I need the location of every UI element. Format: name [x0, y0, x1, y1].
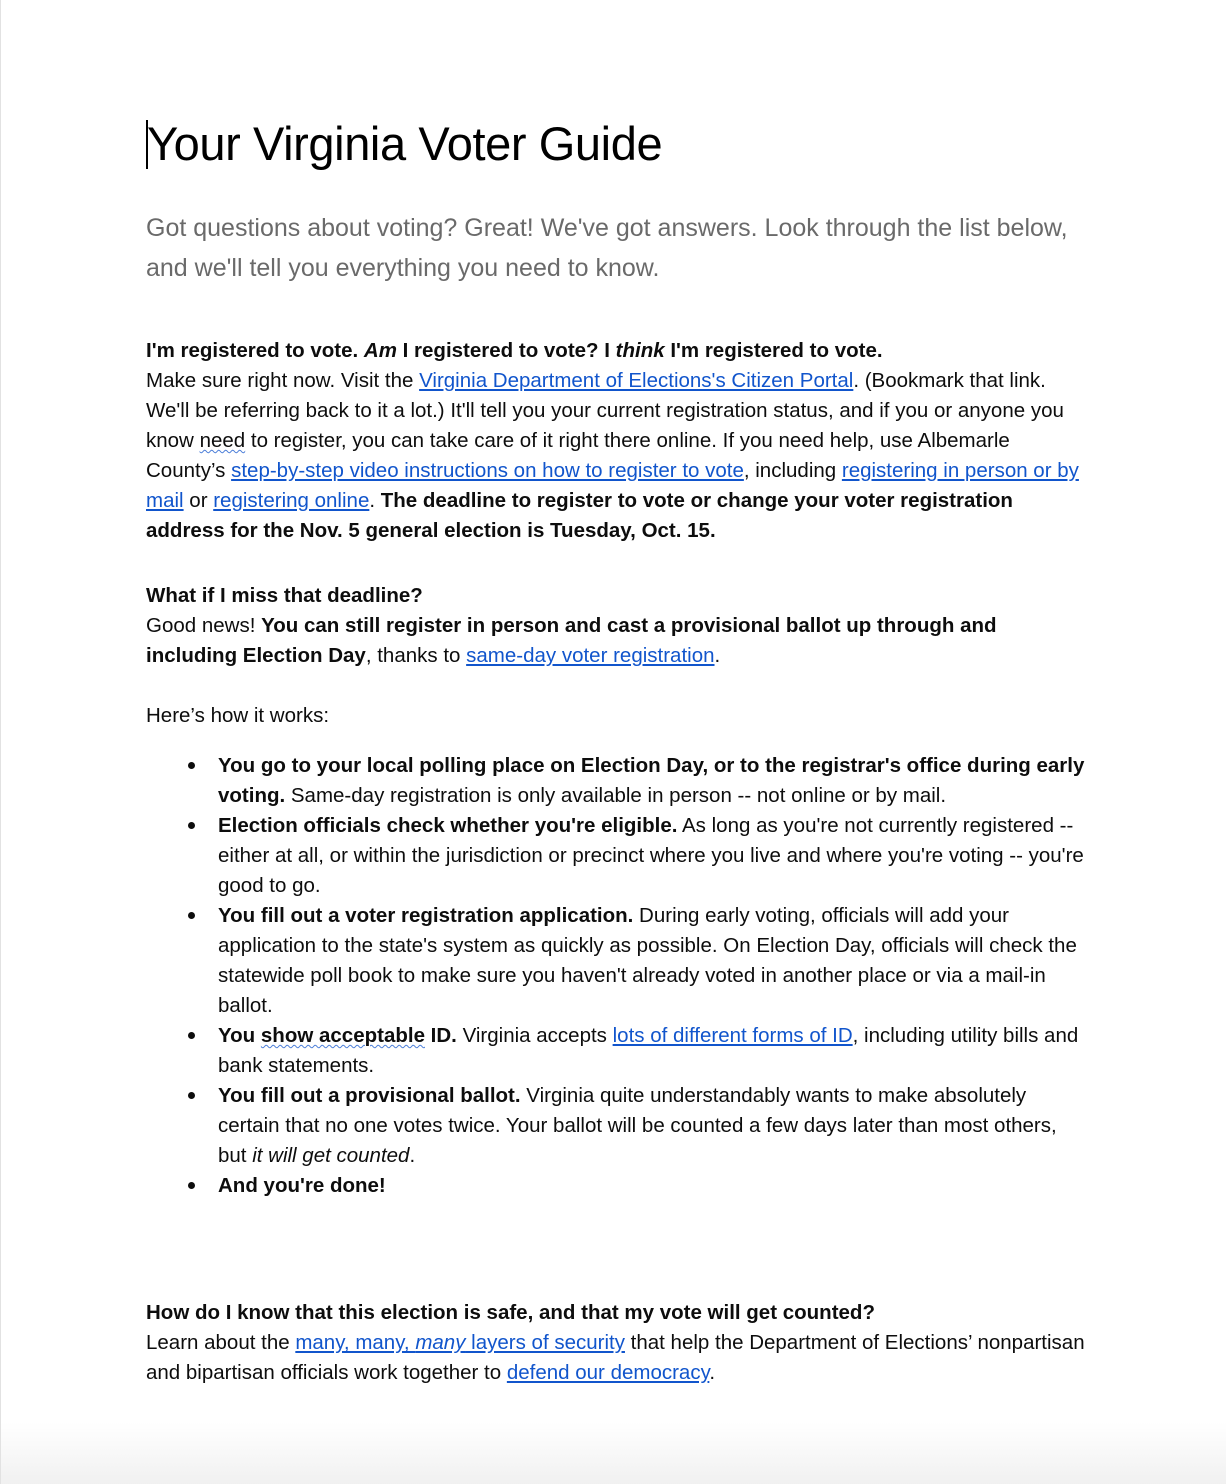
body-text-good-news: Good news!: [146, 614, 262, 638]
link-forms-of-id[interactable]: lots of different forms of ID: [612, 1024, 853, 1048]
section-registered-to-vote: [146, 336, 1086, 546]
list-item-text: During early voting, officials will add your application to the state's system as quickly as possible. On Election Day, officials will check the statewide poll book to make sure you haven't already voted in another place or via a mail-in ballot.: [218, 904, 1077, 1018]
bullet-dot-icon: [188, 1092, 195, 1099]
link-register-in-person-or-mail[interactable]: registering in person or by mail: [146, 459, 1079, 513]
document-body[interactable]: [146, 0, 1086, 1388]
list-item-bold-post: ID.: [424, 1024, 457, 1048]
link-same-day-voter-registration[interactable]: same-day voter registration: [466, 644, 715, 668]
grammar-flagged-phrase-show-acceptable[interactable]: show acceptable: [260, 1024, 425, 1048]
body-text-learn-about: Learn about the: [146, 1331, 296, 1355]
list-item-bold: Election officials check whether you're eligible.: [218, 814, 678, 838]
section-election-safety: [146, 1298, 1086, 1388]
section-body-missed-deadline: [146, 611, 1086, 671]
bullet-dot-icon: [188, 762, 195, 769]
list-item-text-2: , including utility bills and bank statements.: [218, 1024, 1079, 1078]
bullet-dot-icon: [188, 1182, 195, 1189]
section-heading-election-safety: How do I know that this election is safe, and that my vote will get counted?: [146, 1301, 875, 1325]
bullet-dot-icon: [188, 1032, 195, 1039]
list-item-bold-pre: You: [218, 1024, 261, 1048]
bold-still-register: You can still register in person and cast a provisional ballot up through and including Election Day: [146, 614, 997, 668]
heading-emphasis-think: think: [615, 339, 665, 363]
section-heading-registered: [146, 336, 1086, 366]
list-item-text-1: Virginia accepts: [456, 1024, 613, 1048]
section-missed-deadline: [146, 581, 1086, 671]
body-text-4: , including: [743, 459, 842, 483]
list-item: [146, 1081, 1086, 1171]
list-item-italic: it will get counted: [252, 1144, 410, 1168]
list-item-text-1: Virginia quite understandably wants to make absolutely certain that no one votes twice. Your ballot will be counted a few days later than most others, but: [218, 1084, 1057, 1168]
how-it-works-intro: Here’s how it works:: [146, 704, 330, 728]
list-item-text-2: .: [409, 1144, 416, 1168]
link-layers-of-security[interactable]: [295, 1331, 625, 1354]
list-item-bold: And you're done!: [218, 1174, 386, 1198]
heading-emphasis-am: Am: [363, 339, 397, 363]
list-item: [146, 1171, 1086, 1201]
body-text-officials: that help the Department of Elections’ nonpartisan and bipartisan officials work together to: [146, 1331, 1085, 1385]
list-item-text: As long as you're not currently registered -- either at all, or within the jurisdiction or precinct where you live and where you're voting -- you're good to go.: [218, 814, 1084, 898]
page-subtitle: Got questions about voting? Great! We've got answers. Look through the list below, and we'll tell you everything you need to know.: [146, 213, 1068, 283]
page-title-text: Your Virginia Voter Guide: [147, 117, 663, 170]
how-it-works-list: [146, 751, 1086, 1201]
link-video-instructions[interactable]: step-by-step video instructions on how to register to vote: [231, 459, 744, 483]
bullet-dot-icon: [188, 822, 195, 829]
body-text-3: to register, you can take care of it right there online. If you need help, use Albemarle County’s: [146, 429, 1010, 483]
list-item-bold: You go to your local polling place on Election Day, or to the registrar's office during early voting.: [218, 754, 1085, 808]
link-text-b: layers of security: [465, 1331, 625, 1355]
list-item: [146, 901, 1086, 1021]
link-defend-our-democracy[interactable]: defend our democracy: [506, 1361, 710, 1385]
heading-text-2: I registered to vote? I: [396, 339, 616, 363]
grammar-flagged-word-need[interactable]: need: [199, 429, 246, 453]
body-text-period: .: [714, 644, 721, 668]
deadline-bold-statement: The deadline to register to vote or change your voter registration address for the Nov. 5 general election is Tuesday, Oct. 15.: [146, 489, 1013, 543]
list-item-text: Same-day registration is only available in person -- not online or by mail.: [285, 784, 947, 808]
link-text-a: many, many,: [295, 1331, 416, 1355]
link-citizen-portal[interactable]: Virginia Department of Elections's Citizen Portal: [419, 369, 854, 393]
section-body-registered: [146, 366, 1086, 546]
heading-text-1: I'm registered to vote.: [146, 339, 364, 363]
list-item-bold: You fill out a provisional ballot.: [218, 1084, 521, 1108]
body-text-1: Make sure right now. Visit the: [146, 369, 420, 393]
page-title[interactable]: [146, 0, 1086, 171]
list-item-bold: You fill out a voter registration application.: [218, 904, 634, 928]
body-text-thanks-to: , thanks to: [365, 644, 467, 668]
body-text-2: . (Bookmark that link. We'll be referring back to it a lot.) It'll tell you your current registration status, and if you or anyone you know: [146, 369, 1064, 453]
list-item: [146, 811, 1086, 901]
body-text-final-period: .: [709, 1361, 716, 1385]
link-text-emphasis-many: many: [415, 1331, 466, 1355]
section-body-election-safety: [146, 1328, 1086, 1388]
section-heading-missed-deadline: What if I miss that deadline?: [146, 584, 423, 608]
bullet-dot-icon: [188, 912, 195, 919]
body-text-6: .: [369, 489, 381, 513]
body-text-5: or: [183, 489, 214, 513]
heading-text-3: I'm registered to vote.: [664, 339, 883, 363]
section-spacer: [146, 1201, 1086, 1263]
list-item: [146, 1021, 1086, 1081]
list-item: [146, 751, 1086, 811]
link-registering-online[interactable]: registering online: [213, 489, 370, 513]
